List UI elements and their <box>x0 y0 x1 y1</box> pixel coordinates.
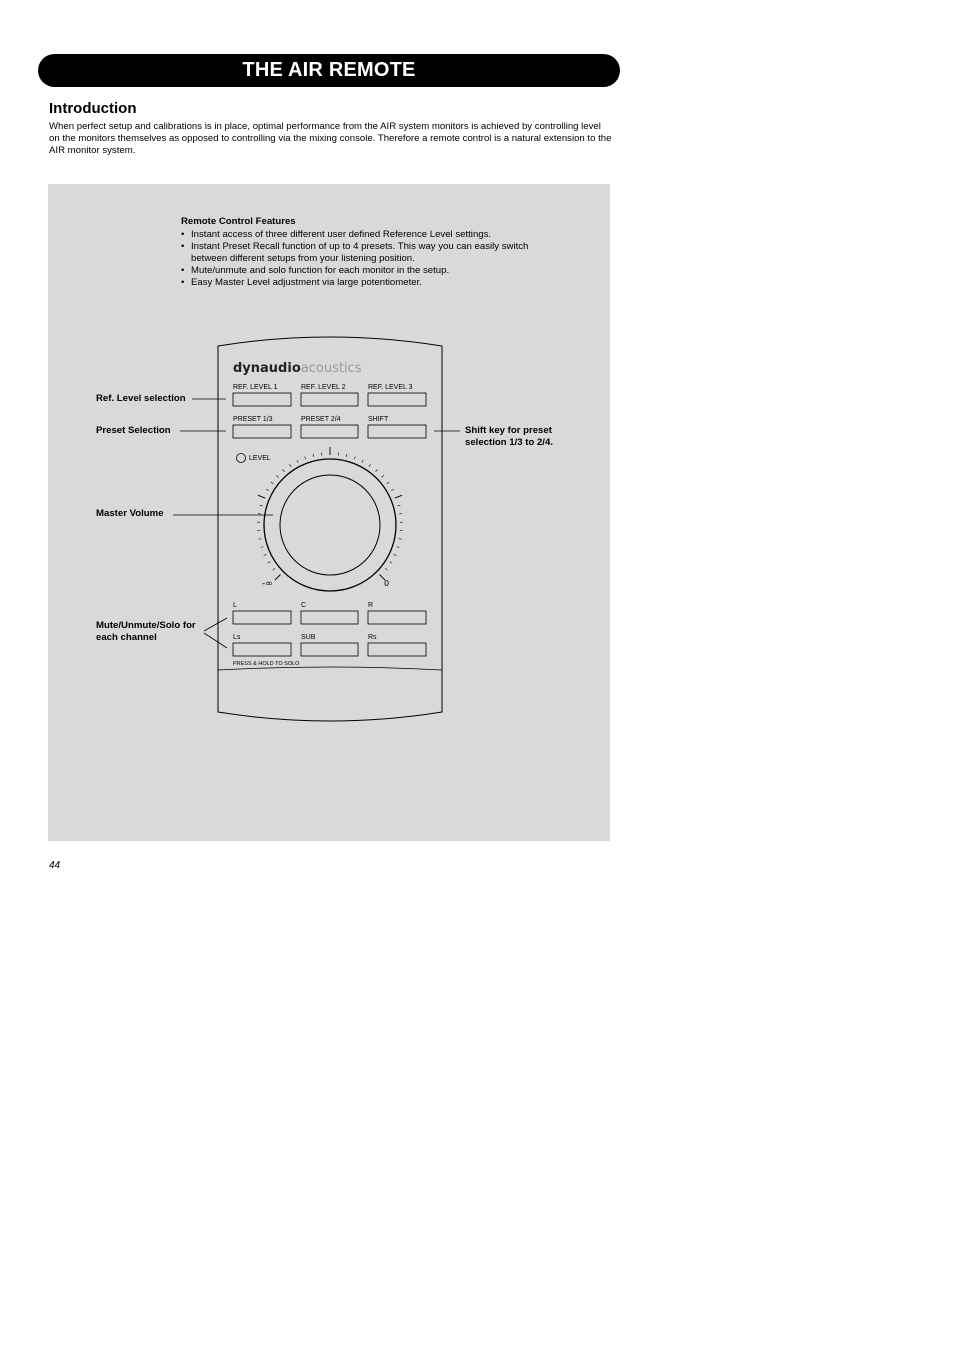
volume-tick <box>266 489 269 491</box>
volume-tick <box>305 457 306 460</box>
volume-tick <box>354 457 355 460</box>
volume-knob-icon <box>280 475 380 575</box>
channel-r-label: R <box>368 602 374 609</box>
volume-tick <box>268 562 271 564</box>
ref-level-1-label: REF. LEVEL 1 <box>233 384 278 391</box>
knob-min-label: -∞ <box>262 579 273 589</box>
volume-tick <box>264 554 267 555</box>
channel-sub-label: SUB <box>301 634 316 641</box>
page-number: 44 <box>49 860 61 871</box>
volume-tick <box>273 568 275 570</box>
channel-rs-label: Rs <box>368 634 377 641</box>
callout-ref-level: Ref. Level selection <box>96 393 186 404</box>
ref-level-3-label: REF. LEVEL 3 <box>368 384 413 391</box>
volume-tick <box>394 554 397 555</box>
knob-max-label: 0 <box>384 579 390 588</box>
page-title: THE AIR REMOTE <box>38 54 620 87</box>
preset-1-3-button <box>233 425 291 438</box>
channel-ls-label: Ls <box>233 634 241 641</box>
channel-ls-button <box>233 643 291 656</box>
intro-paragraph: When perfect setup and calibrations is in place, optimal performance from the AIR system monitors is achieved by controlling level on the monitors themselves as opposed to controlling via the mixing console. Therefore a remote control is a natural extension to the AIR monitor system. <box>49 121 612 156</box>
volume-tick <box>258 539 261 540</box>
volume-tick <box>397 505 400 506</box>
volume-tick <box>376 470 378 472</box>
level-label: LEVEL <box>249 455 271 462</box>
volume-scale-ticks <box>257 447 403 580</box>
volume-tick <box>395 495 402 498</box>
volume-tick <box>387 482 390 484</box>
channel-l-button <box>233 611 291 624</box>
volume-knob-ring <box>264 459 396 591</box>
callout-mute: Mute/Unmute/Solo for each channel <box>96 620 196 643</box>
volume-tick <box>369 464 371 467</box>
volume-tick <box>271 482 274 484</box>
ref-level-1-button <box>233 393 291 406</box>
volume-tick <box>399 539 402 540</box>
volume-tick <box>260 505 263 506</box>
shift-button <box>368 425 426 438</box>
shift-label: SHIFT <box>368 416 389 423</box>
features-heading: Remote Control Features <box>181 216 296 227</box>
feature-item: • Instant access of three different user defined Reference Level settings. <box>181 229 541 241</box>
solo-hint: PRESS & HOLD TO SOLO <box>233 661 300 667</box>
volume-tick <box>297 460 298 463</box>
channel-l-label: L <box>233 602 237 609</box>
preset-2-4-label: PRESET 2/4 <box>301 416 341 423</box>
intro-heading: Introduction <box>49 100 137 117</box>
callout-shift: Shift key for preset selection 1/3 to 2/4. <box>465 425 553 448</box>
remote-bottom-curve <box>218 667 442 670</box>
callout-preset: Preset Selection <box>96 425 171 436</box>
channel-c-button <box>301 611 358 624</box>
feature-item: • Instant Preset Recall function of up to 4 presets. This way you can easily switch between different setups from your listening position. <box>181 241 541 265</box>
preset-2-4-button <box>301 425 358 438</box>
channel-c-label: C <box>301 602 307 609</box>
preset-1-3-label: PRESET 1/3 <box>233 416 273 423</box>
feature-item: • Easy Master Level adjustment via large potentiometer. <box>181 277 541 289</box>
volume-tick <box>261 547 264 548</box>
volume-tick <box>276 475 278 477</box>
volume-tick <box>391 489 394 491</box>
volume-tick <box>390 562 393 564</box>
volume-tick <box>381 475 383 477</box>
channel-rs-button <box>368 643 426 656</box>
ref-level-2-button <box>301 393 358 406</box>
channel-sub-button <box>301 643 358 656</box>
level-led-icon <box>237 454 246 463</box>
volume-tick <box>397 547 400 548</box>
ref-level-2-label: REF. LEVEL 2 <box>301 384 346 391</box>
volume-tick <box>313 454 314 457</box>
volume-tick <box>362 460 363 463</box>
volume-tick <box>385 568 387 570</box>
volume-tick <box>258 495 265 498</box>
channel-r-button <box>368 611 426 624</box>
volume-tick <box>346 454 347 457</box>
volume-tick <box>275 575 281 581</box>
volume-tick <box>283 470 285 472</box>
volume-tick <box>289 464 291 467</box>
ref-level-3-button <box>368 393 426 406</box>
brand-logo: dynaudioacoustics <box>233 361 362 376</box>
callout-master-volume: Master Volume <box>96 508 164 519</box>
feature-item: • Mute/unmute and solo function for each monitor in the setup. <box>181 265 541 277</box>
